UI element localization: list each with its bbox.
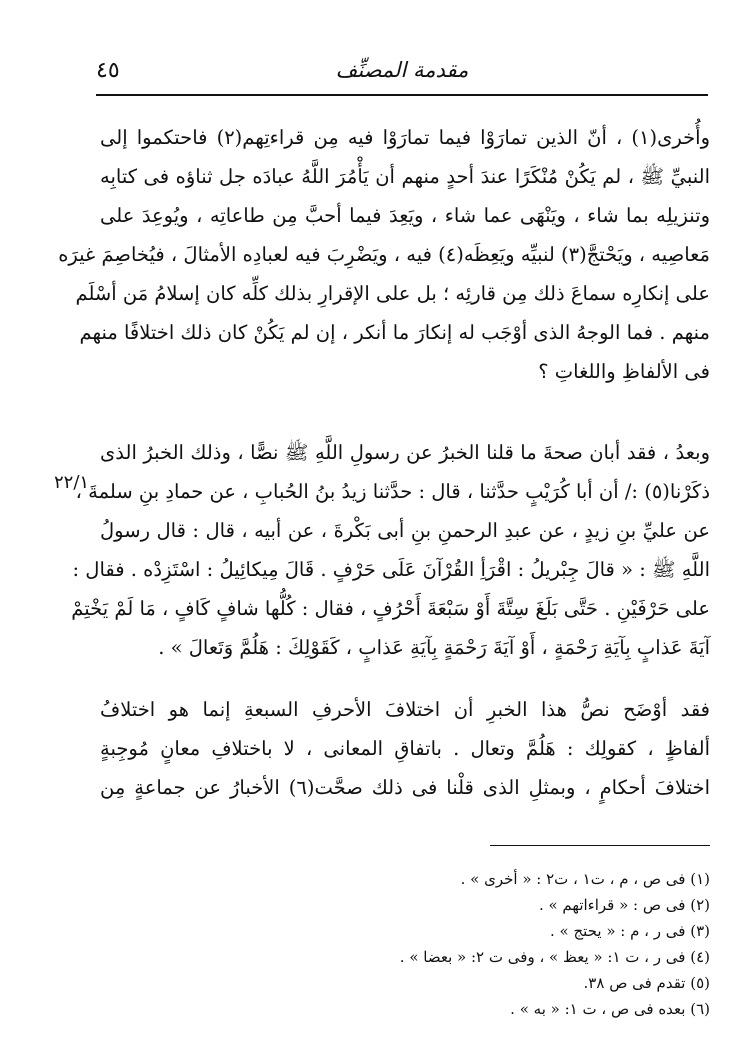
running-title: مقدمة المصنِّف [335,58,469,82]
text-line: على حَرْفَيْنِ . حَتَّى بَلَغَ سِتَّةَ أَوْ سَبْعَةَ أَحْرُفٍ ، فقال : كُلُّها شافٍ كَافٍ ، مَا لَمْ يَخْتِمْ [71,597,710,620]
footnote: (٦) بعده فى ص ، ت ١: « به » . [510,1000,710,1018]
footnote-rule [490,845,710,846]
text-line: اللَّهِ ﷺ : « قالَ جِبْريلُ : اقْرَأِ القُرْآنَ عَلَى حَرْفٍ . قَالَ مِيكائِيلُ : اسْتَزِدْه . فقال : [72,558,710,581]
page-header [96,52,708,92]
text-line: ألفاظٍ ، كقولِك : هَلُمَّ وتعال . باتفاقِ المعانى ، لا باختلافِ معانٍ مُوجِبةٍ [100,737,710,760]
footnote: (٢) فى ص : « قراءاتهم » . [538,896,710,914]
text-line: منهم . فما الوجهُ الذى أوْجَب له إنكارَ ما أنكر ، إن لم يَكُنْ كان ذلك اختلافًا منهم [79,321,710,344]
paragraph-3 [100,690,710,807]
footnote: (٤) فى ر ، ت ١: « يعظ » ، وفى ت ٢: « بعضا » . [399,948,710,966]
text-line: على إنكارِه سماعَ ذلك مِن قارئِه ؛ بل على الإقرارِ بذلك كلِّه كان إسلامُ مَن أسْلَم [75,282,710,305]
footnote: (٥) تقدم فى ص ٣٨. [583,974,710,992]
paragraph-1 [58,118,710,391]
text-line: النبيِّ ﷺ ، لم يَكُنْ مُنْكَرًا عندَ أحدٍ منهم أن يَأْمُرَ اللَّهُ عبادَه جل ثناؤه فى كتابِه [100,165,710,188]
footnote: (٣) فى ر ، م : « يحتج » . [550,922,710,940]
text-line: اختلافَ أحكامٍ ، وبمثلِ الذى قلْنا فى ذلك صحَّت(٦) الأخبارُ عن جماعةٍ مِن [100,776,710,799]
text-line: وأُخرى(١) ، أنّ الذين تمارَوْا فيما تمارَوْا فيه مِن قراءتِهم(٢) فاحتكموا إلى [100,126,710,149]
margin-reference: ٢٢/١ [54,472,90,493]
text-line: مَعاصِيه ، ويَحْتجَّ(٣) لنبيِّه ويَعِظَه(٤) فيه ، ويَضْرِبَ فيه لعبادِه الأمثالَ ، فيُخاصِمَ غيرَه [58,243,710,266]
text-line: وتنزيلِه بما شاء ، ويَنْهَى عما شاء ، ويَعِدَ فيما أحبَّ مِن طاعاتِه ، ويُوعِدَ على [100,204,710,227]
header-rule [96,94,708,96]
page-number: ٤٥ [96,58,120,83]
text-line: فى الألفاظِ واللغاتِ ؟ [538,360,710,383]
text-line: وبعدُ ، فقد أبان صحةَ ما قلنا الخبرُ عن رسولِ اللَّهِ ﷺ نصًّا ، وذلك الخبرُ الذى [100,441,710,464]
footnote: (١) فى ص ، م ، ت١ ، ت٢ : « أخرى » . [460,870,710,888]
text-line: ذكَرْنا(٥) :/ أن أبا كُرَيْبٍ حدَّثنا ، قال : حدَّثنا زيدُ بنُ الحُبابِ ، عن حمادِ بنِ سلمةَ ، [75,480,710,503]
text-line: عن عليِّ بنِ زيدٍ ، عن عبدِ الرحمنِ بنِ أبى بَكْرةَ ، عن أبيه ، قال : قال رسولُ [100,519,710,542]
footnotes [90,866,710,1022]
text-line: فقد أوْضَح نصُّ هذا الخبرِ أن اختلافَ الأحرفِ السبعةِ إنما هو اختلافُ [100,698,710,721]
text-line: آيَةَ عَذابٍ بِآيَةِ رَحْمَةٍ ، أَوْ آيَةَ رَحْمَةٍ بِآيَةِ عَذابٍ ، كَقَوْلِكَ : هَلُمَّ وَتَعالَ » . [158,636,710,659]
